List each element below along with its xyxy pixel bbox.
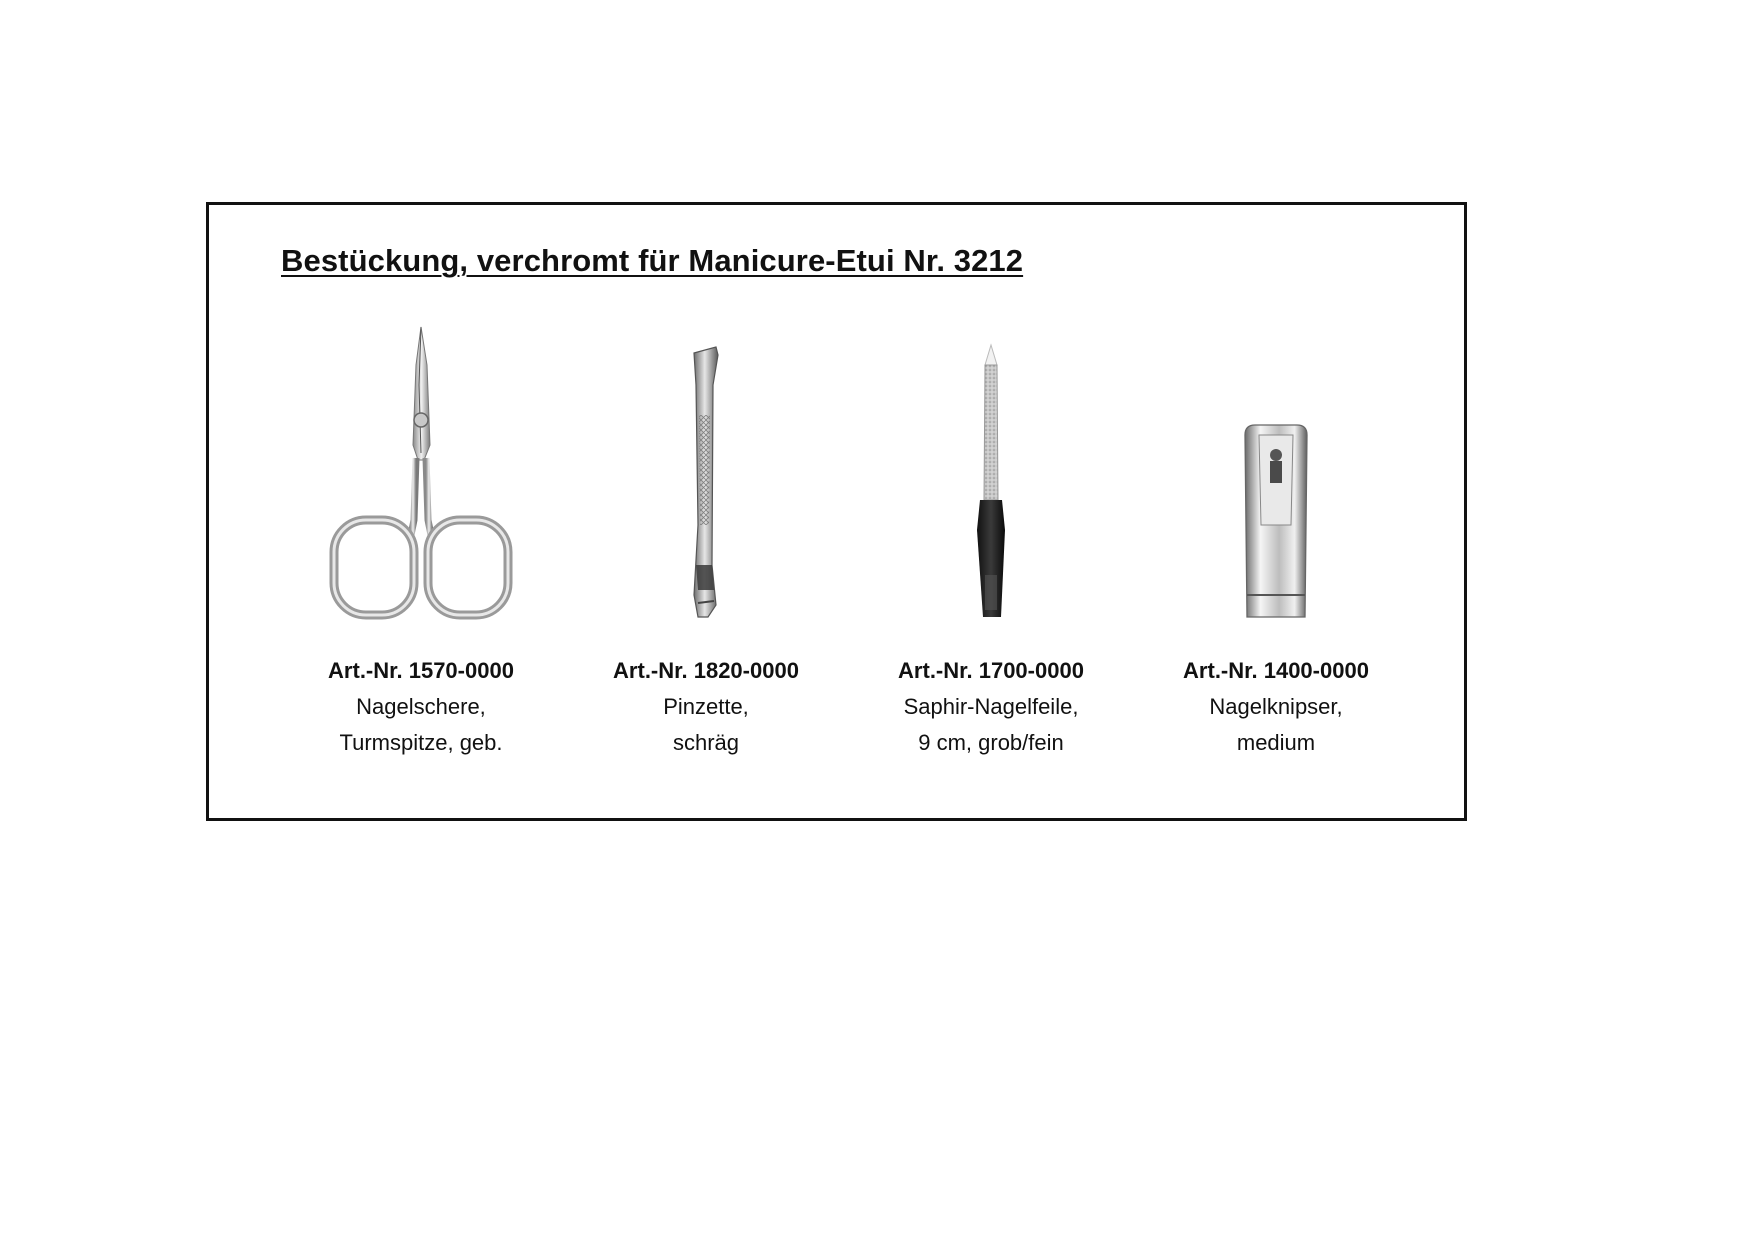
product-description: Nagelschere, [356,694,486,719]
product-nail-file [871,325,1111,761]
scissors-image [301,325,541,625]
article-number: Art.-Nr. 1700-0000 [898,658,1084,683]
tweezers-image [586,325,826,625]
product-tweezers [586,325,826,761]
nail-clipper-icon [1231,325,1321,625]
product-description: Nagelknipser, [1209,694,1343,719]
product-detail: 9 cm, grob/fein [918,730,1064,755]
page-title: Bestückung, verchromt für Manicure-Etui Nr. 3212 [281,243,1024,278]
nail-file-image [871,325,1111,625]
nail-file-icon [961,325,1021,625]
article-number: Art.-Nr. 1570-0000 [328,658,514,683]
product-description: Pinzette, [663,694,749,719]
scissors-icon [326,325,516,625]
nail-clipper-image [1156,325,1396,625]
product-detail: schräg [672,730,740,755]
product-detail: medium [1236,730,1316,755]
product-nail-clipper [1156,325,1396,761]
article-number: Art.-Nr. 1400-0000 [1183,658,1369,683]
content-frame [206,202,1467,821]
product-detail: Turmspitze, geb. [339,730,503,755]
article-number: Art.-Nr. 1820-0000 [613,658,799,683]
product-description: Saphir-Nagelfeile, [903,694,1079,719]
tweezers-icon [676,325,736,625]
product-scissors [301,325,541,761]
